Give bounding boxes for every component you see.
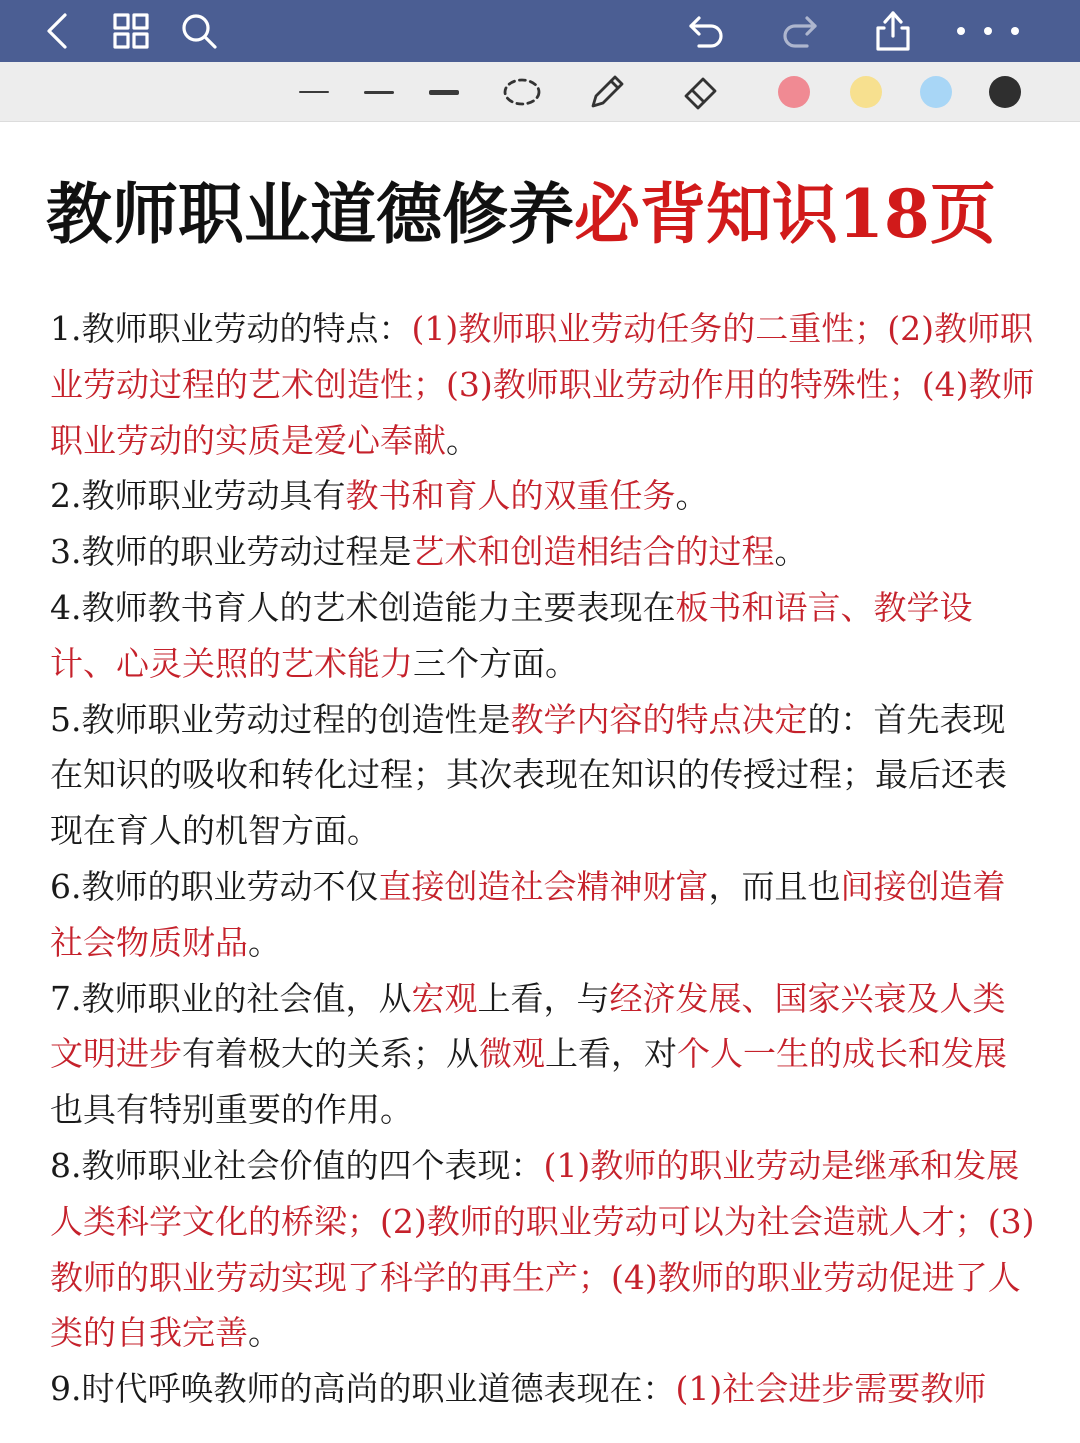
highlight-text: 个人一生的成长和发展	[677, 1034, 1007, 1074]
body-text: 。	[248, 922, 281, 962]
content-body	[50, 301, 1035, 1417]
highlight-text: (1)社会进步需要教师	[675, 1369, 987, 1409]
page-title	[46, 171, 1056, 257]
more-icon[interactable]	[950, 8, 1026, 54]
list-item	[50, 580, 1035, 692]
color-black-swatch[interactable]	[982, 72, 1028, 112]
body-text: 。	[446, 420, 479, 460]
highlight-text: 艺术和创造相结合的过程	[411, 532, 775, 572]
body-text: 8.教师职业社会价值的四个表现：	[50, 1145, 544, 1185]
color-blue-swatch[interactable]	[913, 72, 959, 112]
highlight-text: (1)教师职业劳动任务的二重性；(2)教师职业劳动过程的艺术创造性；(3)教师职业劳动作用的特殊性；(4)教师职业劳动的实质是爱心奉献	[50, 309, 1035, 460]
body-text: 4.教师教书育人的艺术创造能力主要表现在	[50, 587, 676, 627]
body-text: 的：首先表现在知识的吸收和转化过程；其次表现在知识的传授过程；最后还表现在育人的机智方面。	[50, 699, 1007, 851]
body-text: 5.教师职业劳动过程的创造性是	[50, 699, 511, 739]
body-text: 有着极大的关系；从	[182, 1034, 479, 1074]
color-dot-blue	[920, 76, 952, 108]
highlight-text: 间接创造着社会物质财品	[50, 866, 1006, 962]
medium-line-tool[interactable]	[356, 72, 402, 112]
redo-icon[interactable]	[774, 8, 824, 54]
thin-line-tool[interactable]	[291, 72, 337, 112]
grid-icon[interactable]	[106, 8, 156, 54]
highlight-text: 微观	[479, 1034, 545, 1074]
search-icon[interactable]	[174, 8, 224, 54]
highlight-text: 宏观	[411, 978, 478, 1018]
color-yellow-swatch[interactable]	[843, 72, 889, 112]
body-text: 。	[774, 532, 808, 572]
lasso-icon[interactable]	[499, 72, 545, 112]
body-text: 三个方面。	[413, 643, 578, 683]
undo-icon[interactable]	[682, 8, 732, 54]
body-text: 。	[248, 1313, 281, 1353]
annotation-toolbar	[0, 62, 1080, 122]
body-text: 1.教师职业劳动的特点：	[50, 309, 412, 348]
share-icon[interactable]	[868, 8, 918, 54]
color-dot-yellow	[850, 76, 882, 108]
pen-icon[interactable]	[584, 72, 630, 112]
highlight-text: 经济发展、国家兴衰及人类文明进步	[50, 978, 1006, 1074]
list-item	[50, 301, 1035, 468]
list-item	[50, 1361, 1035, 1417]
highlight-text: 教学内容的特点决定	[510, 699, 808, 739]
body-text: 上看，对	[545, 1034, 677, 1074]
highlight-text: (1)教师的职业劳动是继承和发展人类科学文化的桥梁；(2)教师的职业劳动可以为社会造就人才；(3)教师的职业劳动实现了科学的再生产；(4)教师的职业劳动促进了人类的自我完善	[50, 1145, 1035, 1353]
color-pink-swatch[interactable]	[771, 72, 817, 112]
list-item	[50, 859, 1035, 971]
highlight-text: 直接创造社会精神财富	[378, 866, 709, 906]
list-item	[50, 692, 1035, 859]
eraser-icon[interactable]	[678, 72, 724, 112]
body-text: 也具有特别重要的作用。	[50, 1090, 413, 1130]
list-item	[50, 971, 1035, 1138]
list-item	[50, 524, 1035, 580]
document-page	[0, 123, 1080, 1443]
thick-line-tool[interactable]	[421, 72, 467, 112]
body-text: 。	[675, 476, 709, 516]
title-red: 必背知识18页	[574, 175, 996, 253]
body-text: 3.教师的职业劳动过程是	[50, 532, 412, 572]
body-text: 6.教师的职业劳动不仅	[50, 866, 379, 906]
body-text: 9.时代呼唤教师的高尚的职业道德表现在：	[50, 1369, 676, 1409]
body-text: 7.教师职业的社会值，从	[50, 978, 412, 1018]
list-item	[50, 1138, 1035, 1361]
highlight-text: 教书和育人的双重任务	[345, 476, 676, 516]
back-icon[interactable]	[32, 8, 82, 54]
body-text: 上看，与	[477, 978, 610, 1018]
color-dot-pink	[778, 76, 810, 108]
list-item	[50, 468, 1035, 524]
body-text: 2.教师职业劳动具有	[50, 476, 346, 516]
highlight-text: 板书和语言、教学设计、心灵关照的艺术能力	[50, 587, 973, 683]
body-text: ，而且也	[708, 866, 841, 906]
color-dot-black	[989, 76, 1021, 108]
title-black: 教师职业道德修养	[46, 175, 574, 253]
app-top-bar	[0, 0, 1080, 62]
